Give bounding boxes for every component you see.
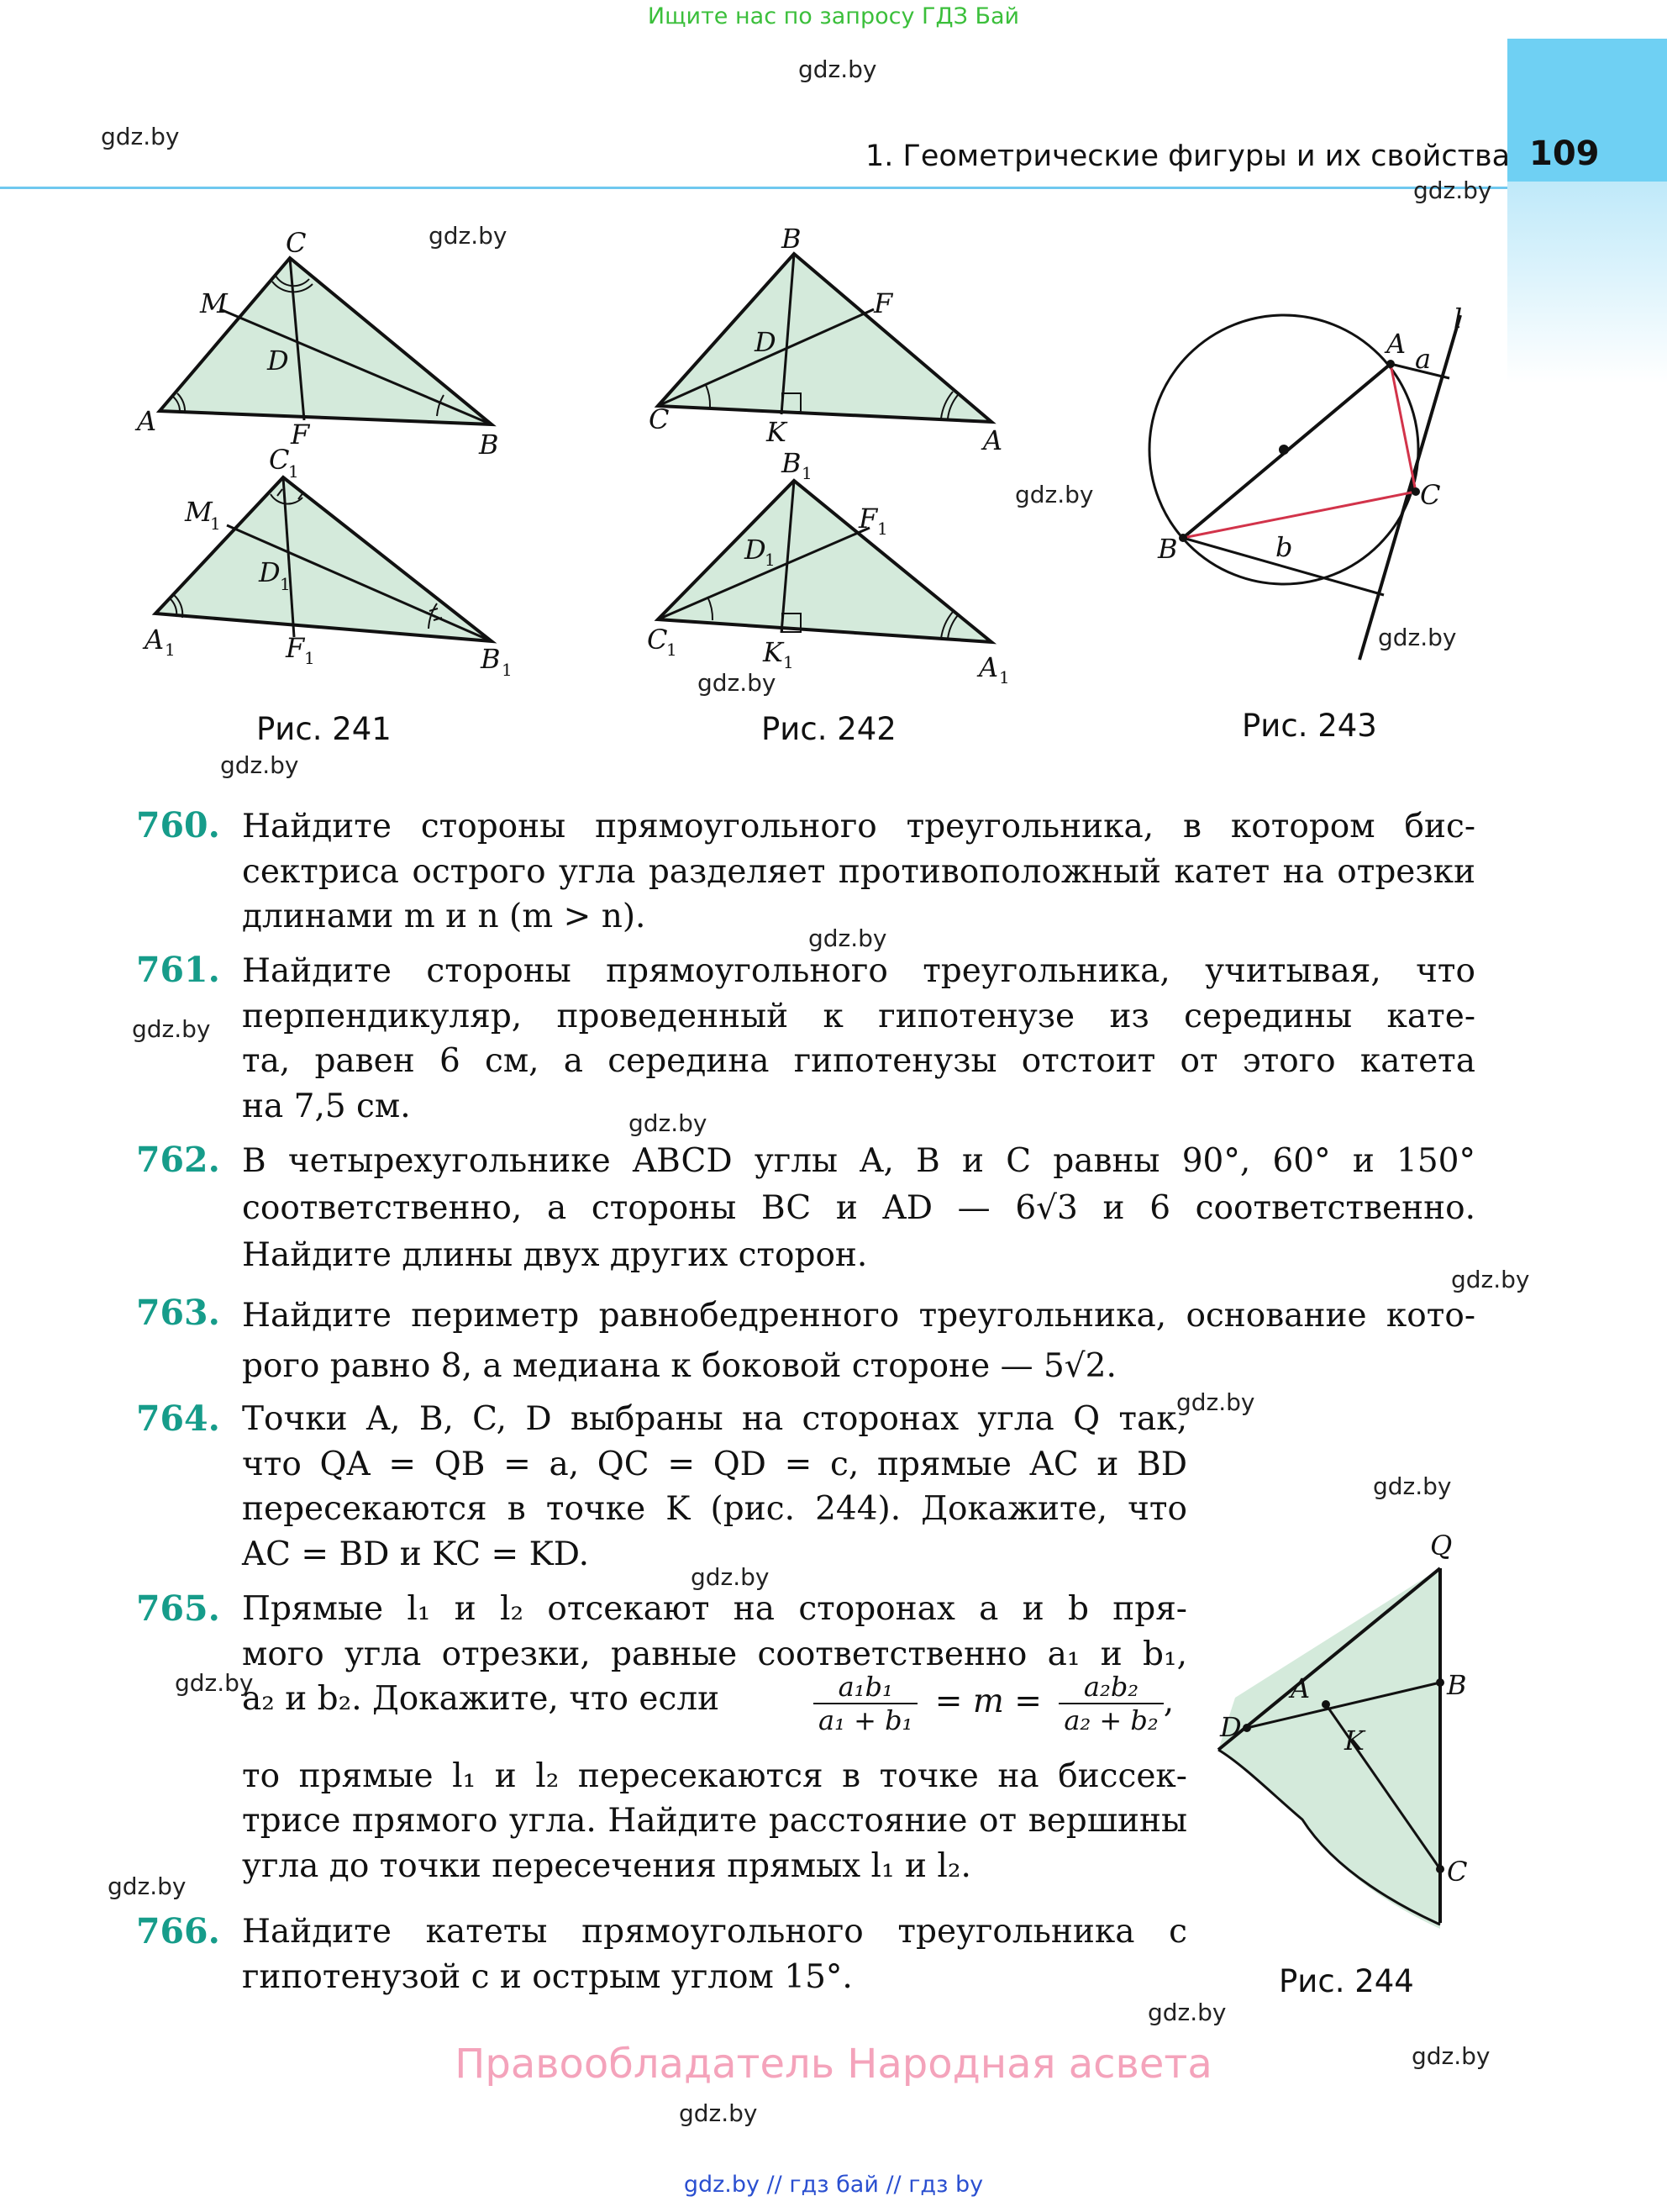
svg-text:1: 1 bbox=[280, 574, 291, 594]
label-A: A bbox=[1386, 328, 1407, 360]
label-F1: F bbox=[859, 503, 878, 535]
label-D1: D bbox=[744, 534, 766, 566]
problem-762-text: В четырехугольнике ABCD углы A, B и C равны 90°, 60° и 150° соответственно, а стороны BC и AD — 6√3 и 6 соответственно. Найдите длины двух других сторон. bbox=[242, 1142, 1475, 1274]
label-F: F bbox=[874, 287, 893, 319]
watermark: gdz.by bbox=[1015, 481, 1094, 508]
fig244-caption: Рис. 244 bbox=[1279, 1963, 1414, 1999]
label-Q: Q bbox=[1430, 1530, 1453, 1562]
label-A1: A bbox=[145, 624, 165, 656]
label-C1: C bbox=[647, 624, 668, 656]
watermark: gdz.by bbox=[175, 1669, 254, 1697]
watermark: gdz.by bbox=[1451, 1266, 1530, 1293]
watermark: gdz.by bbox=[697, 669, 776, 697]
formula: $\frac{\text{a₁b₁}}{\text{a₁ + b₁}}$ = m = $\frac{\text{a₂b₂}}{\text{a₂ + b₂}}$ , bbox=[813, 1671, 1174, 1736]
svg-text:1: 1 bbox=[304, 648, 315, 668]
fig243-circle-diagram bbox=[1149, 303, 1462, 660]
label-B: B bbox=[781, 223, 802, 255]
watermark: gdz.by bbox=[220, 751, 299, 779]
label-A1: A bbox=[979, 651, 999, 683]
label-K1: K bbox=[763, 636, 783, 668]
watermark: gdz.by bbox=[628, 1109, 707, 1137]
svg-text:1: 1 bbox=[666, 640, 677, 660]
watermark: gdz.by bbox=[691, 1563, 770, 1591]
figures-241-243 bbox=[0, 202, 1667, 790]
label-D: D bbox=[267, 345, 289, 377]
problem-number: 763. bbox=[136, 1293, 220, 1333]
fig242-top-triangle bbox=[649, 223, 1002, 456]
label-A: A bbox=[1291, 1672, 1311, 1704]
svg-text:1: 1 bbox=[210, 514, 221, 534]
problem-760-text: Найдите стороны прямоугольного треугольника, в котором бис- сектриса острого угла разделяет противоположный катет на отрезки длинами m и n (m > n). bbox=[242, 808, 1475, 935]
fig241-top-triangle bbox=[134, 227, 499, 461]
watermark: gdz.by bbox=[679, 2099, 758, 2127]
problem-763-text: Найдите периметр равнобедренного треугольника, основание кото- рого равно 8, а медиана к боковой стороне — 5√2. bbox=[242, 1297, 1475, 1385]
label-K: K bbox=[766, 416, 786, 448]
label-A: A bbox=[137, 405, 157, 437]
label-l: l bbox=[1454, 303, 1463, 334]
label-D: D bbox=[755, 326, 776, 358]
label-b: b bbox=[1275, 531, 1293, 563]
svg-text:1: 1 bbox=[765, 550, 776, 570]
watermark: gdz.by bbox=[1373, 1472, 1452, 1500]
problem-number: 762. bbox=[136, 1140, 220, 1180]
label-F: F bbox=[291, 419, 310, 450]
page-number: 109 bbox=[1529, 134, 1600, 173]
chapter-title: 1. Геометрические фигуры и их свойства bbox=[865, 140, 1511, 173]
watermark: gdz.by bbox=[132, 1015, 211, 1043]
problem-764-text: Точки A, B, C, D выбраны на сторонах угла Q так, что QA = QB = a, QC = QD = c, прямые AC и BD пересекаются в точке K (рис. 244). Докажите, что AC = BD и KC = KD. bbox=[242, 1400, 1187, 1573]
copyright-notice: Правообладатель Народная асвета bbox=[455, 2041, 1212, 2088]
fig241-caption: Рис. 241 bbox=[256, 711, 392, 747]
fig244-diagram bbox=[1210, 1521, 1470, 1941]
watermark: gdz.by bbox=[1176, 1388, 1255, 1416]
watermark: gdz.by bbox=[108, 1872, 187, 1900]
problem-765-text: Прямые l₁ и l₂ отсекают на сторонах a и b пря- мого угла отрезки, равные соответственно a₁ и b₁, a₂ и b₂. Докажите, что если $\frac{\text{a₁b₁}}{\text{a₁ + b₁}}$ = m = $\frac{\text{a₂b₂}}{\text{a₂ + b₂}}$ , то прямые l₁ и l₂ пересекаются в точке на биссек- трисе прямого угла. Найдите расстояние от вершины угла до точки пересечения прямых l₁ и l₂. bbox=[242, 1590, 1187, 1885]
problem-number: 761. bbox=[136, 950, 220, 990]
svg-text:1: 1 bbox=[502, 660, 513, 680]
fig241-bottom-triangle bbox=[142, 444, 513, 680]
label-K: K bbox=[1344, 1725, 1365, 1756]
problem-761-text: Найдите стороны прямоугольного треугольника, учитывая, что перпендикуляр, проведенный к гипотенузе из середины кате- та, равен 6 см, а середина гипотенузы отстоит от этого катета на 7,5 см. bbox=[242, 952, 1475, 1125]
watermark: gdz.by bbox=[1148, 1999, 1227, 2026]
label-B: B bbox=[1447, 1669, 1467, 1701]
header-rule bbox=[0, 187, 1507, 189]
label-D1: D bbox=[259, 556, 281, 588]
watermark: gdz.by bbox=[1378, 624, 1457, 651]
watermark: gdz.by bbox=[798, 55, 877, 83]
svg-text:1: 1 bbox=[877, 519, 888, 539]
label-D: D bbox=[1220, 1711, 1242, 1743]
label-C: C bbox=[286, 227, 307, 259]
label-B1: B bbox=[481, 643, 501, 675]
watermark: gdz.by bbox=[1412, 2042, 1491, 2070]
label-A: A bbox=[983, 424, 1003, 456]
problem-number: 766. bbox=[136, 1911, 220, 1951]
label-B: B bbox=[479, 429, 499, 461]
label-M: M bbox=[200, 287, 228, 319]
watermark: gdz.by bbox=[808, 924, 887, 952]
top-banner[interactable]: Ищите нас по запросу ГДЗ Бай bbox=[647, 3, 1020, 29]
label-F1: F bbox=[286, 632, 305, 664]
label-B: B bbox=[1158, 533, 1178, 565]
watermark: gdz.by bbox=[101, 123, 180, 150]
problem-number: 764. bbox=[136, 1398, 220, 1439]
fig243-caption: Рис. 243 bbox=[1242, 708, 1377, 744]
svg-text:1: 1 bbox=[802, 463, 812, 483]
fig242-bottom-triangle bbox=[647, 447, 1010, 687]
watermark: gdz.by bbox=[1413, 176, 1492, 204]
svg-text:1: 1 bbox=[999, 667, 1010, 687]
label-C1: C bbox=[269, 444, 290, 476]
svg-text:1: 1 bbox=[783, 652, 794, 672]
problem-number: 765. bbox=[136, 1588, 220, 1629]
label-B1: B bbox=[781, 447, 802, 479]
label-C: C bbox=[649, 403, 670, 435]
footer-links[interactable]: gdz.by // гдз бай // гдз by bbox=[683, 2172, 984, 2198]
label-M1: M bbox=[185, 496, 213, 528]
problem-766-text: Найдите катеты прямоугольного треугольника с гипотенузой c и острым углом 15°. bbox=[242, 1913, 1187, 1996]
label-a: a bbox=[1415, 343, 1432, 375]
svg-text:1: 1 bbox=[288, 461, 299, 482]
fig242-caption: Рис. 242 bbox=[761, 711, 897, 747]
svg-text:1: 1 bbox=[165, 640, 176, 660]
problem-number: 760. bbox=[136, 805, 220, 845]
label-C: C bbox=[1447, 1856, 1468, 1888]
label-C: C bbox=[1420, 479, 1441, 511]
watermark: gdz.by bbox=[429, 222, 507, 250]
